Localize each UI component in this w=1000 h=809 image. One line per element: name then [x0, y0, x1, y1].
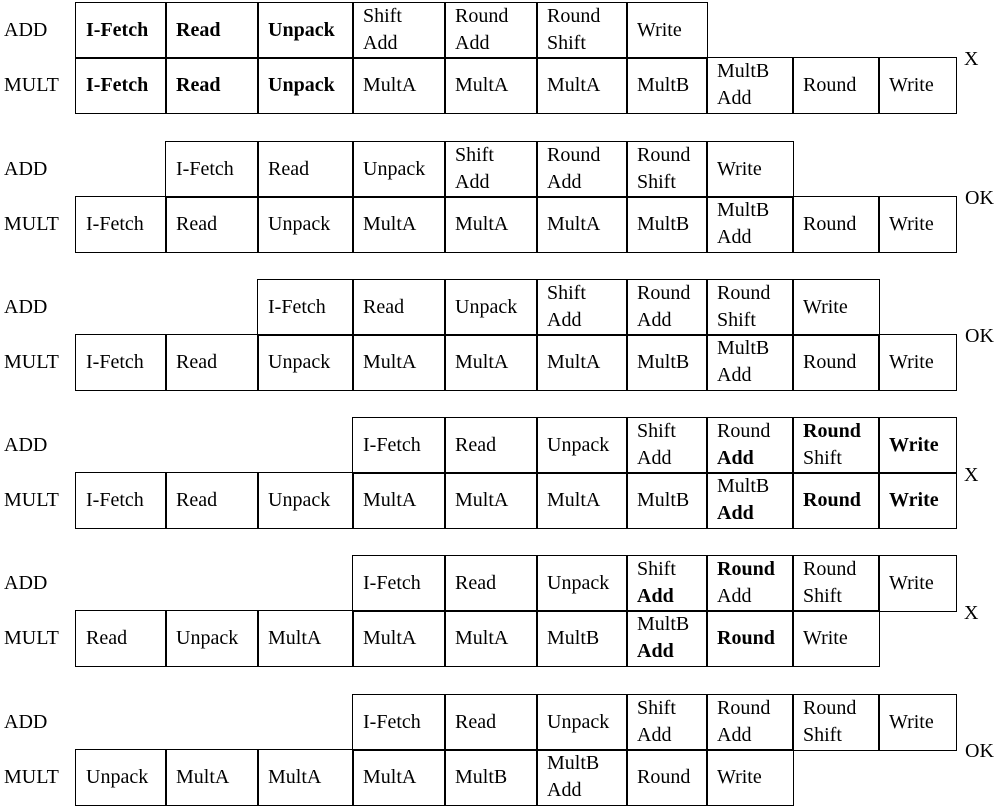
- stage-text: I-Fetch: [86, 212, 144, 235]
- stage-cell: [352, 417, 446, 474]
- stage-cell: [878, 334, 957, 391]
- stage-cell: [352, 555, 446, 612]
- stage-text: MultB: [717, 337, 770, 360]
- stage-text: Write: [889, 350, 934, 373]
- stage-text: Unpack: [268, 350, 331, 373]
- stage-cell: [75, 472, 167, 529]
- stage-text: Add: [637, 447, 672, 470]
- stage-cell: [792, 610, 880, 667]
- stage-text: MultA: [547, 350, 601, 373]
- stage-cell: [75, 610, 167, 667]
- stage-text: Read: [176, 488, 218, 511]
- stage-cell: [352, 57, 446, 114]
- stage-text: MultA: [455, 350, 509, 373]
- verdict-label: X: [964, 464, 979, 486]
- stage-text: Round: [717, 697, 771, 720]
- stage-cell: [536, 472, 628, 529]
- stage-text: MultB: [637, 613, 690, 636]
- row-label-add: ADD: [4, 434, 48, 456]
- stage-text: Add: [717, 585, 752, 608]
- stage-cell: [878, 555, 957, 612]
- stage-text: Read: [176, 212, 218, 235]
- row-label-mult: MULT: [4, 213, 59, 235]
- stage-cell: [352, 610, 446, 667]
- stage-text: Shift: [547, 282, 586, 305]
- stage-cell: [792, 196, 880, 253]
- stage-text: Read: [176, 73, 221, 96]
- stage-cell: [352, 749, 446, 806]
- stage-text: Write: [803, 295, 848, 318]
- stage-text: MultB: [637, 350, 690, 373]
- stage-text: Shift: [455, 144, 494, 167]
- stage-cell: [536, 749, 628, 806]
- stage-text: Shift: [803, 724, 842, 747]
- stage-cell: [536, 57, 628, 114]
- stage-cell: [165, 2, 259, 59]
- stage-cell: [444, 694, 538, 751]
- stage-cell: [165, 610, 259, 667]
- stage-cell: [444, 57, 538, 114]
- verdict-label: X: [964, 48, 979, 70]
- verdict-label: OK: [965, 325, 994, 347]
- stage-cell: [257, 610, 354, 667]
- stage-text: MultA: [455, 488, 509, 511]
- stage-text: MultA: [363, 73, 417, 96]
- stage-text: Unpack: [363, 157, 426, 180]
- stage-cell: [257, 2, 354, 59]
- stage-cell: [626, 472, 708, 529]
- stage-cell: [257, 141, 354, 198]
- stage-text: Shift: [637, 558, 676, 581]
- stage-text: I-Fetch: [86, 18, 149, 41]
- stage-text: Add: [717, 447, 754, 470]
- stage-text: MultB: [547, 626, 600, 649]
- stage-cell: [75, 749, 167, 806]
- stage-text: I-Fetch: [176, 157, 234, 180]
- stage-text: Unpack: [268, 212, 331, 235]
- stage-cell: [165, 57, 259, 114]
- stage-cell: [878, 694, 957, 751]
- stage-text: MultB: [717, 475, 770, 498]
- row-label-mult: MULT: [4, 627, 59, 649]
- stage-text: Add: [637, 309, 672, 332]
- stage-text: I-Fetch: [86, 350, 144, 373]
- stage-text: Add: [717, 724, 752, 747]
- stage-text: Add: [455, 171, 490, 194]
- stage-cell: [626, 749, 708, 806]
- stage-text: Read: [455, 571, 497, 594]
- stage-text: Round: [717, 282, 771, 305]
- stage-text: Add: [717, 364, 752, 387]
- stage-text: Round: [803, 212, 857, 235]
- stage-cell: [792, 334, 880, 391]
- row-label-add: ADD: [4, 158, 48, 180]
- stage-cell: [792, 472, 880, 529]
- stage-text: I-Fetch: [363, 433, 421, 456]
- stage-cell: [792, 417, 880, 474]
- stage-text: MultA: [363, 626, 417, 649]
- stage-text: Write: [717, 765, 762, 788]
- stage-text: Shift: [637, 171, 676, 194]
- stage-text: Round: [803, 73, 857, 96]
- stage-cell: [352, 472, 446, 529]
- stage-text: Unpack: [268, 18, 335, 41]
- stage-text: MultA: [268, 765, 322, 788]
- stage-cell: [792, 694, 880, 751]
- row-label-mult: MULT: [4, 74, 59, 96]
- stage-text: Round: [803, 420, 861, 443]
- stage-cell: [706, 610, 794, 667]
- stage-cell: [626, 279, 708, 336]
- stage-cell: [536, 196, 628, 253]
- stage-cell: [706, 749, 794, 806]
- verdict-label: OK: [965, 740, 994, 762]
- stage-cell: [706, 334, 794, 391]
- stage-cell: [706, 555, 794, 612]
- stage-cell: [536, 417, 628, 474]
- stage-text: Round: [717, 626, 775, 649]
- stage-cell: [352, 196, 446, 253]
- stage-text: MultA: [455, 626, 509, 649]
- stage-text: Add: [637, 585, 674, 608]
- stage-text: Unpack: [547, 710, 610, 733]
- stage-text: Unpack: [86, 765, 149, 788]
- stage-cell: [444, 472, 538, 529]
- stage-cell: [75, 334, 167, 391]
- stage-text: Write: [889, 212, 934, 235]
- row-label-add: ADD: [4, 296, 48, 318]
- stage-text: Read: [268, 157, 310, 180]
- stage-cell: [444, 555, 538, 612]
- stage-text: Unpack: [268, 488, 331, 511]
- stage-text: Round: [803, 697, 857, 720]
- stage-text: Shift: [637, 420, 676, 443]
- stage-text: MultB: [717, 60, 770, 83]
- stage-cell: [75, 57, 167, 114]
- stage-cell: [706, 279, 794, 336]
- stage-cell: [444, 279, 538, 336]
- stage-text: Unpack: [268, 73, 335, 96]
- stage-text: Round: [455, 5, 509, 28]
- stage-cell: [444, 749, 538, 806]
- stage-text: Read: [455, 710, 497, 733]
- stage-text: MultA: [455, 73, 509, 96]
- stage-cell: [626, 417, 708, 474]
- stage-cell: [352, 2, 446, 59]
- stage-text: Shift: [363, 5, 402, 28]
- stage-cell: [792, 279, 880, 336]
- stage-cell: [878, 196, 957, 253]
- stage-cell: [75, 196, 167, 253]
- row-label-mult: MULT: [4, 351, 59, 373]
- row-label-add: ADD: [4, 711, 48, 733]
- stage-text: Round: [637, 765, 691, 788]
- stage-cell: [352, 694, 446, 751]
- stage-text: MultB: [455, 765, 508, 788]
- stage-cell: [792, 555, 880, 612]
- stage-cell: [536, 694, 628, 751]
- stage-text: Read: [176, 350, 218, 373]
- stage-text: Write: [889, 73, 934, 96]
- stage-cell: [536, 141, 628, 198]
- stage-cell: [878, 472, 957, 529]
- stage-text: Add: [547, 779, 582, 802]
- stage-text: MultA: [363, 488, 417, 511]
- stage-text: I-Fetch: [268, 295, 326, 318]
- stage-cell: [165, 749, 259, 806]
- stage-text: Add: [637, 640, 674, 663]
- stage-text: Unpack: [455, 295, 518, 318]
- stage-text: MultB: [637, 488, 690, 511]
- stage-cell: [536, 334, 628, 391]
- stage-text: Shift: [637, 697, 676, 720]
- stage-cell: [444, 334, 538, 391]
- stage-text: Round: [547, 144, 601, 167]
- stage-cell: [444, 141, 538, 198]
- stage-cell: [257, 334, 354, 391]
- stage-text: I-Fetch: [363, 571, 421, 594]
- stage-cell: [706, 694, 794, 751]
- stage-cell: [626, 694, 708, 751]
- stage-text: MultB: [637, 212, 690, 235]
- stage-cell: [165, 141, 259, 198]
- stage-text: MultA: [547, 73, 601, 96]
- row-label-add: ADD: [4, 572, 48, 594]
- stage-text: MultB: [637, 73, 690, 96]
- stage-text: Write: [637, 18, 682, 41]
- stage-cell: [626, 57, 708, 114]
- stage-cell: [706, 141, 794, 198]
- row-label-add: ADD: [4, 19, 48, 41]
- stage-text: Add: [547, 309, 582, 332]
- stage-cell: [257, 57, 354, 114]
- stage-cell: [352, 279, 446, 336]
- stage-text: Round: [717, 558, 775, 581]
- stage-cell: [352, 141, 446, 198]
- stage-text: I-Fetch: [363, 710, 421, 733]
- stage-text: Add: [637, 724, 672, 747]
- stage-text: Unpack: [176, 626, 239, 649]
- stage-cell: [626, 610, 708, 667]
- stage-cell: [257, 749, 354, 806]
- stage-cell: [706, 196, 794, 253]
- stage-text: Add: [547, 171, 582, 194]
- stage-text: Read: [363, 295, 405, 318]
- stage-cell: [706, 472, 794, 529]
- stage-text: Round: [717, 420, 771, 443]
- stage-text: I-Fetch: [86, 73, 149, 96]
- stage-text: Unpack: [547, 571, 610, 594]
- stage-cell: [536, 610, 628, 667]
- stage-cell: [257, 472, 354, 529]
- stage-cell: [165, 196, 259, 253]
- stage-text: Add: [717, 87, 752, 110]
- stage-text: Read: [176, 18, 221, 41]
- stage-text: Read: [86, 626, 128, 649]
- stage-cell: [444, 196, 538, 253]
- stage-text: Round: [803, 488, 861, 511]
- stage-text: Write: [717, 157, 762, 180]
- stage-text: Round: [547, 5, 601, 28]
- stage-cell: [536, 555, 628, 612]
- stage-text: Write: [803, 626, 848, 649]
- stage-cell: [878, 417, 957, 474]
- stage-text: MultA: [547, 212, 601, 235]
- stage-text: Add: [455, 32, 490, 55]
- stage-text: MultA: [268, 626, 322, 649]
- verdict-label: X: [964, 602, 979, 624]
- stage-cell: [536, 279, 628, 336]
- stage-cell: [626, 334, 708, 391]
- stage-text: Write: [889, 488, 939, 511]
- stage-cell: [444, 417, 538, 474]
- stage-text: MultA: [363, 212, 417, 235]
- stage-cell: [626, 196, 708, 253]
- stage-cell: [706, 417, 794, 474]
- stage-cell: [257, 196, 354, 253]
- stage-text: Round: [803, 558, 857, 581]
- stage-cell: [626, 555, 708, 612]
- row-label-mult: MULT: [4, 766, 59, 788]
- stage-cell: [878, 57, 957, 114]
- stage-text: Round: [803, 350, 857, 373]
- stage-text: MultB: [547, 752, 600, 775]
- stage-cell: [165, 334, 259, 391]
- stage-text: MultA: [363, 765, 417, 788]
- stage-text: Shift: [803, 585, 842, 608]
- stage-text: Round: [637, 282, 691, 305]
- stage-text: MultA: [176, 765, 230, 788]
- stage-text: Read: [455, 433, 497, 456]
- stage-cell: [444, 610, 538, 667]
- stage-cell: [626, 2, 708, 59]
- stage-cell: [257, 279, 354, 336]
- stage-text: Round: [637, 144, 691, 167]
- stage-text: Add: [717, 226, 752, 249]
- stage-cell: [536, 2, 628, 59]
- stage-text: Add: [363, 32, 398, 55]
- stage-cell: [792, 57, 880, 114]
- stage-text: Write: [889, 571, 934, 594]
- verdict-label: OK: [965, 187, 994, 209]
- stage-text: Shift: [547, 32, 586, 55]
- stage-cell: [706, 57, 794, 114]
- stage-text: Add: [717, 502, 754, 525]
- row-label-mult: MULT: [4, 489, 59, 511]
- stage-text: MultA: [363, 350, 417, 373]
- stage-text: Shift: [803, 447, 842, 470]
- stage-cell: [444, 2, 538, 59]
- stage-text: MultB: [717, 199, 770, 222]
- stage-text: Unpack: [547, 433, 610, 456]
- stage-text: MultA: [547, 488, 601, 511]
- stage-text: Write: [889, 710, 934, 733]
- stage-text: Write: [889, 433, 939, 456]
- stage-text: MultA: [455, 212, 509, 235]
- stage-text: I-Fetch: [86, 488, 144, 511]
- stage-text: Shift: [717, 309, 756, 332]
- stage-cell: [352, 334, 446, 391]
- stage-cell: [165, 472, 259, 529]
- stage-cell: [626, 141, 708, 198]
- stage-cell: [75, 2, 167, 59]
